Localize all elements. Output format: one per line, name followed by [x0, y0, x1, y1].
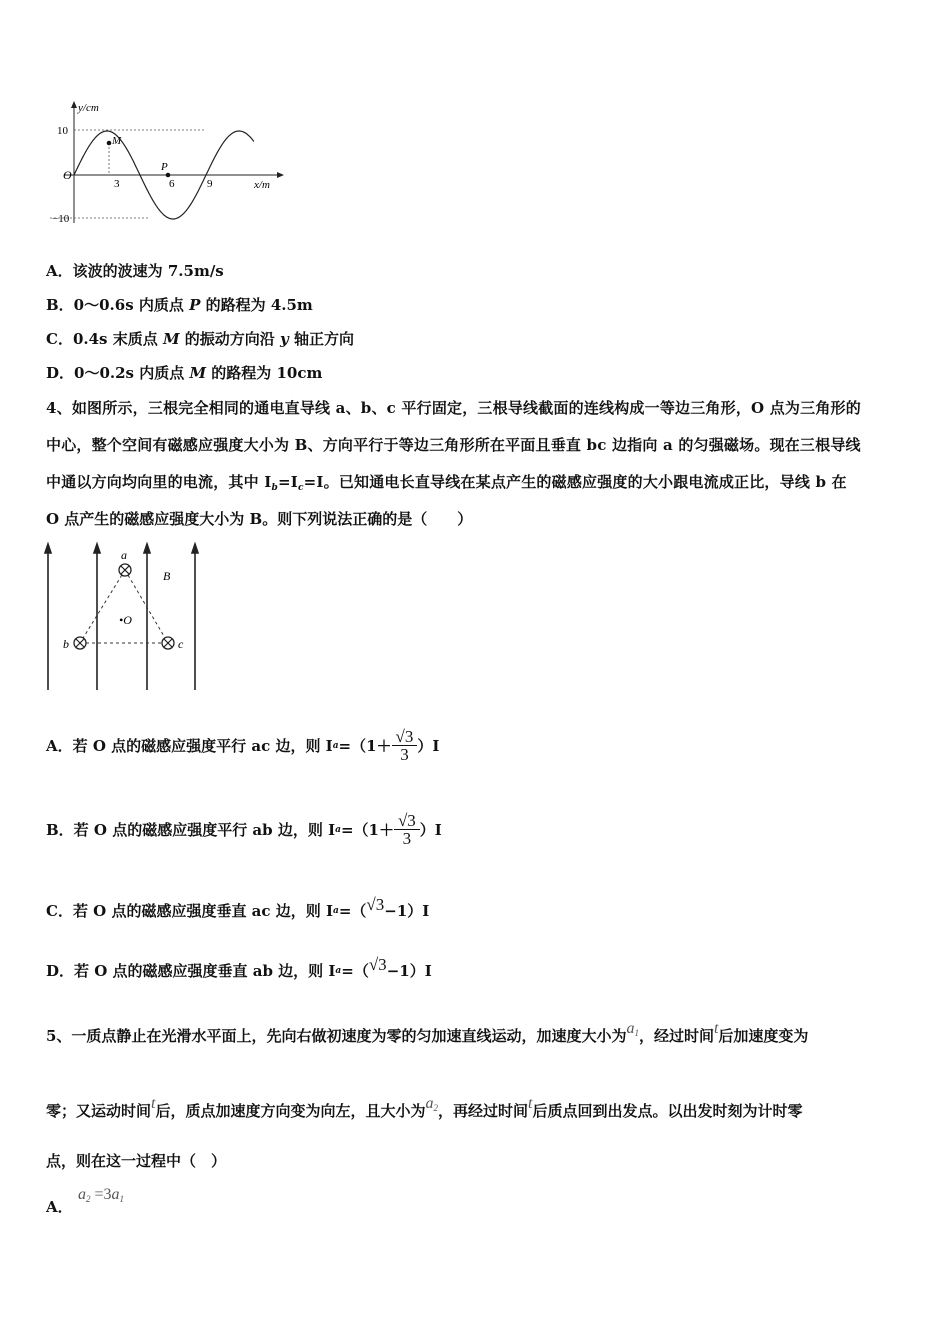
wave-curve-overlay — [40, 95, 290, 230]
q4-opt-a-close: ）I — [417, 737, 440, 755]
q5-eq-a2-letter: a — [78, 1186, 86, 1203]
q3-option-c-post: 轴正方向 — [288, 330, 354, 348]
q4-opt-b-close: ）I — [419, 821, 442, 839]
q3-option-c-pre: C．0.4s 末质点 — [46, 330, 163, 348]
q4-opt-a-fraction — [392, 728, 418, 763]
q5-option-a[interactable] — [46, 1196, 73, 1217]
q4-stem-line-4: O 点产生的磁感应强度大小为 B。则下列说法正确的是（ ） — [46, 510, 473, 528]
q5-line2-mid1: 后，质点加速度方向变为向左，且大小为 — [155, 1102, 426, 1120]
q3-option-d-var: M — [189, 364, 207, 382]
q4-opt-c-eq: =（ — [338, 902, 367, 920]
q5-t-3: t — [528, 1095, 533, 1112]
q5-a2-letter: a — [425, 1095, 434, 1112]
y-tick-neg10: −10 — [52, 213, 70, 225]
q3-option-b-post: 的路程为 4.5m — [200, 296, 313, 314]
q5-option-a-equation — [78, 1184, 124, 1204]
q3-option-d-pre: D．0～0.2s 内质点 — [46, 364, 190, 382]
field-arrow-4 — [192, 544, 198, 553]
q5-line-3: 点，则在这一过程中（ ） — [46, 1152, 227, 1170]
q5-line-2 — [46, 1095, 803, 1121]
q3-option-a-text: A．该波的波速为 7.5m/s — [46, 262, 224, 280]
q4-option-b[interactable] — [46, 812, 442, 847]
q5-line2-mid2: ，再经过时间 — [437, 1102, 528, 1120]
q4-opt-b-sub: a — [335, 824, 341, 835]
q5-eq-a1-sub: 1 — [119, 1194, 125, 1204]
q3-option-c-var2: y — [280, 330, 289, 348]
point-m-label: M — [112, 135, 122, 147]
q4-opt-a-sub: a — [332, 740, 339, 751]
x-tick-3: 3 — [114, 178, 120, 190]
q3-option-c-var: M — [162, 330, 180, 348]
field-arrow-3 — [144, 544, 150, 553]
q5-eq-mid: =3 — [90, 1186, 112, 1203]
q5-line2-post: 后质点回到出发点。以出发时刻为计时零 — [532, 1102, 803, 1120]
q3-option-b[interactable] — [46, 294, 313, 315]
q3-option-c[interactable] — [46, 328, 354, 349]
label-b: b — [63, 637, 69, 651]
q4-opt-c-sqrt: √3 — [366, 894, 385, 914]
q4-opt-d-sub: a — [335, 965, 342, 976]
q5-line1-post: 后加速度变为 — [718, 1027, 809, 1045]
q4-line3-pre: 中通以方向均向里的电流，其中 I — [46, 473, 272, 491]
field-arrow-2 — [94, 544, 100, 553]
q5-a1 — [626, 1020, 639, 1037]
q5-eq-a1-letter: a — [111, 1186, 120, 1203]
q4-line3-post: =I。已知通电长直导线在某点产生的磁感应强度的大小跟电流成正比，导线 b 在 — [303, 473, 847, 491]
y-axis-label: y/cm — [78, 102, 99, 114]
q3-option-b-pre: B．0～0.6s 内质点 — [46, 296, 190, 314]
q5-a1-letter: a — [626, 1020, 635, 1037]
q4-opt-a-frac-den: 3 — [392, 745, 418, 763]
x-tick-6: 6 — [169, 178, 175, 190]
q4-option-d[interactable] — [46, 954, 432, 981]
q4-opt-d-eq: =（ — [341, 962, 369, 980]
q4-opt-c-pre: C．若 O 点的磁感应强度垂直 ac 边，则 I — [46, 902, 333, 920]
q4-opt-d-sqrt: √3 — [368, 954, 387, 974]
q4-opt-b-pre: B．若 O 点的磁感应强度平行 ab 边，则 I — [46, 821, 336, 839]
q4-opt-b-frac-num: √3 — [397, 811, 416, 830]
q3-option-a[interactable] — [46, 260, 224, 281]
q3-option-d-post: 的路程为 10cm — [206, 364, 323, 382]
q4-line3-sub-c: c — [297, 483, 304, 493]
point-p-label: P — [161, 161, 168, 173]
label-field-b: B — [163, 569, 171, 583]
q4-stem-line-1: 4、如图所示，三根完全相同的通电直导线 a、b、c 平行固定，三根导线截面的连线构成一等边三角形，O 点为三角形的 — [46, 399, 861, 417]
q4-option-a[interactable] — [46, 728, 439, 763]
q4-opt-a-eq: =（1＋ — [338, 737, 392, 755]
field-arrow-1 — [45, 544, 51, 553]
q4-stem-line-3 — [46, 471, 847, 493]
q4-opt-d-close: −1）I — [386, 962, 432, 980]
q5-opt-a-label: A． — [46, 1198, 73, 1216]
y-tick-10: 10 — [57, 125, 68, 137]
q5-line-1 — [46, 1020, 809, 1046]
label-a: a — [121, 548, 127, 562]
q4-stem-line-2: 中心，整个空间有磁感应强度大小为 B、方向平行于等边三角形所在平面且垂直 bc 边指向 a 的匀强磁场。现在三根导线 — [46, 436, 861, 454]
q5-a1-sub: 1 — [634, 1028, 639, 1038]
q5-line2-pre: 零；又运动时间 — [46, 1102, 152, 1120]
q4-opt-a-frac-num: √3 — [395, 727, 414, 746]
q4-option-c[interactable] — [46, 894, 430, 921]
q5-eq-a1 — [112, 1186, 125, 1203]
triangle-side-ab — [80, 570, 125, 643]
q4-opt-a-pre: A．若 O 点的磁感应强度平行 ac 边，则 I — [46, 737, 333, 755]
q3-option-b-var: P — [189, 296, 201, 314]
q5-t-2: t — [151, 1095, 156, 1112]
q3-option-c-mid: 的振动方向沿 — [179, 330, 280, 348]
q3-option-d[interactable] — [46, 362, 322, 383]
q4-line3-mid: =I — [277, 473, 298, 491]
q4-opt-c-close: −1）I — [384, 902, 430, 920]
q5-a2-sub: 2 — [433, 1103, 438, 1113]
wave-curve-tail — [140, 130, 272, 175]
q5-eq-a2 — [78, 1186, 91, 1203]
q4-opt-b-frac-den: 3 — [394, 829, 420, 847]
q4-line3-sub-b: b — [271, 483, 278, 493]
x-tick-9: 9 — [207, 178, 213, 190]
q5-t-1: t — [713, 1020, 719, 1037]
label-o: •O — [119, 613, 132, 627]
q4-opt-c-sub: a — [333, 905, 339, 916]
q4-opt-b-fraction — [394, 812, 420, 847]
magnetic-field-figure — [38, 540, 208, 695]
q5-eq-a2-sub: 2 — [86, 1194, 91, 1204]
label-c: c — [178, 637, 184, 651]
q5-line1-mid: ，经过时间 — [638, 1027, 714, 1045]
q5-a2 — [425, 1095, 438, 1112]
x-axis-label: x/m — [254, 179, 270, 191]
q4-opt-d-pre: D．若 O 点的磁感应强度垂直 ab 边，则 I — [46, 962, 336, 980]
q5-line1-pre: 5、一质点静止在光滑水平面上，先向右做初速度为零的匀加速直线运动，加速度大小为 — [46, 1027, 627, 1045]
origin-label: O — [63, 168, 72, 182]
q4-opt-b-eq: =（1＋ — [340, 821, 394, 839]
